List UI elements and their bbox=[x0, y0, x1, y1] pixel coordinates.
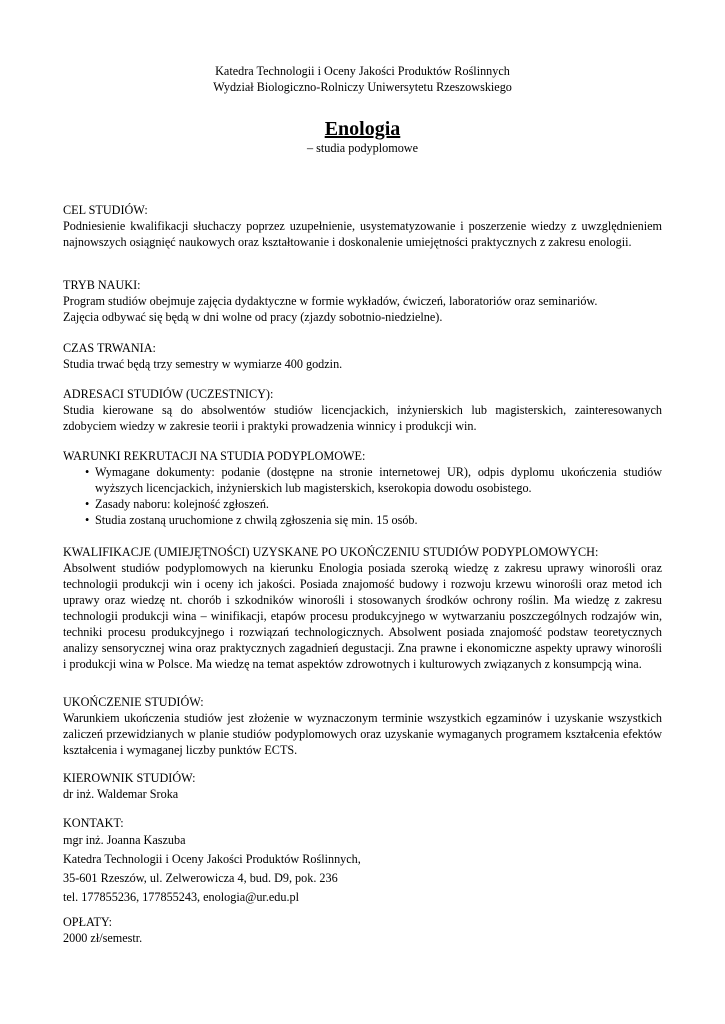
section-heading: CEL STUDIÓW: bbox=[63, 203, 148, 217]
contact-address: 35-601 Rzeszów, ul. Zelwerowicza 4, bud. D9, pok. 236 bbox=[63, 871, 338, 885]
section-cel bbox=[63, 202, 662, 250]
contact-unit: Katedra Technologii i Oceny Jakości Produktów Roślinnych, bbox=[63, 852, 361, 866]
page-subtitle: – studia podyplomowe bbox=[306, 141, 419, 155]
department-name: Katedra Technologii i Oceny Jakości Produktów Roślinnych bbox=[215, 64, 510, 78]
section-warunki bbox=[63, 448, 662, 528]
section-ukonczenie bbox=[63, 694, 662, 758]
section-heading: TRYB NAUKI: bbox=[63, 278, 141, 292]
section-text: Warunkiem ukończenia studiów jest złożenie w wyznaczonym terminie wszystkich egzaminów i uzyskanie wszystkich zaliczeń przewidzianych w planie studiów podyplomowych oraz uzyskanie wymaganych programem kształcenia efektów kształcenia i wymaganej liczby punktów ECTS. bbox=[63, 711, 662, 757]
section-kwalifikacje bbox=[63, 544, 662, 672]
director-name: dr inż. Waldemar Sroka bbox=[63, 787, 179, 801]
list-item bbox=[63, 464, 662, 496]
section-heading: UKOŃCZENIE STUDIÓW: bbox=[63, 695, 204, 709]
section-heading: KWALIFIKACJE (UMIEJĘTNOŚCI) UZYSKANE PO UKOŃCZENIU STUDIÓW PODYPLOMOWYCH: bbox=[63, 545, 599, 559]
bullet-icon: • bbox=[85, 465, 90, 479]
bullet-icon: • bbox=[85, 513, 90, 527]
section-kontakt bbox=[63, 815, 662, 907]
section-heading: WARUNKI REKRUTACJI NA STUDIA PODYPLOMOWE: bbox=[63, 449, 366, 463]
section-text: Studia trwać będą trzy semestry w wymiarze 400 godzin. bbox=[63, 357, 343, 371]
section-text: Podniesienie kwalifikacji słuchaczy poprzez uzupełnienie, usystematyzowanie i poszerzenie wiedzy z uwzględnieniem najnowszych osiągnięć naukowych oraz kształtowanie i doskonalenie umiejętności praktycznych z zakresu enologii. bbox=[63, 219, 662, 249]
bullet-icon: • bbox=[85, 497, 90, 511]
section-heading: ADRESACI STUDIÓW (UCZESTNICY): bbox=[63, 387, 274, 401]
faculty-name: Wydział Biologiczno-Rolniczy Uniwersytetu Rzeszowskiego bbox=[213, 80, 512, 94]
section-text: Program studiów obejmuje zajęcia dydaktyczne w formie wykładów, ćwiczeń, laboratoriów oraz seminariów. bbox=[63, 294, 598, 308]
section-kierownik bbox=[63, 770, 662, 802]
section-tryb bbox=[63, 277, 662, 325]
contact-name: mgr inż. Joanna Kaszuba bbox=[63, 833, 186, 847]
section-heading: KONTAKT: bbox=[63, 816, 124, 830]
list-item bbox=[63, 496, 662, 512]
section-text: Absolwent studiów podyplomowych na kierunku Enologia posiada szeroką wiedzę z zakresu uprawy winorośli oraz technologii produkcji win i oceny ich jakości. Posiada znajomość budowy i rozwoju krzewu winorośli oraz metod ich uprawy oraz wiedzę nt. chorób i szkodników winorośli i stosowanych środków ochrony roślin. Ma wiedzę z zakresu technologii produkcji wina – winifikacji, etapów procesu produkcyjnego w wytwarzaniu poszczególnych rodzajów win, techniki procesu produkcyjnego i rozwiązań technologicznych. Absolwent posiada znajomość podstaw teoretycznych analizy sensorycznej wina oraz praktycznych zagadnień degustacji. Zna prawne i ekonomiczne aspekty uprawy winorośli i produkcji wina w Polsce. Ma wiedzę na temat aspektów zdrowotnych i kulturowych związanych z konsumpcją wina. bbox=[63, 561, 662, 671]
fee-text: 2000 zł/semestr. bbox=[63, 931, 143, 945]
section-heading: CZAS TRWANIA: bbox=[63, 341, 156, 355]
section-adresaci bbox=[63, 386, 662, 434]
section-czas bbox=[63, 340, 662, 372]
contact-phone-email: tel. 177855236, 177855243, enologia@ur.edu.pl bbox=[63, 890, 299, 904]
page-title: Enologia bbox=[324, 118, 401, 140]
requirements-list bbox=[63, 464, 662, 528]
section-text: Zajęcia odbywać się będą w dni wolne od pracy (zjazdy sobotnio-niedzielne). bbox=[63, 310, 443, 324]
list-item-text: Wymagane dokumenty: podanie (dostępne na stronie internetowej UR), odpis dyplomu ukończenia studiów wyższych licencjackich, inżynierskich lub magisterskich, kserokopia dowodu osobistego. bbox=[95, 465, 662, 495]
section-heading: KIEROWNIK STUDIÓW: bbox=[63, 771, 196, 785]
section-text: Studia kierowane są do absolwentów studiów licencjackich, inżynierskich lub magisterskich, zainteresowanych zdobyciem wiedzy w zakresie teorii i praktyki prowadzenia winnicy i produkcji win. bbox=[63, 403, 662, 433]
list-item-text: Zasady naboru: kolejność zgłoszeń. bbox=[95, 497, 269, 511]
section-oplaty bbox=[63, 914, 662, 946]
section-heading: OPŁATY: bbox=[63, 915, 112, 929]
list-item-text: Studia zostaną uruchomione z chwilą zgłoszenia się min. 15 osób. bbox=[95, 513, 418, 527]
list-item bbox=[63, 512, 662, 528]
